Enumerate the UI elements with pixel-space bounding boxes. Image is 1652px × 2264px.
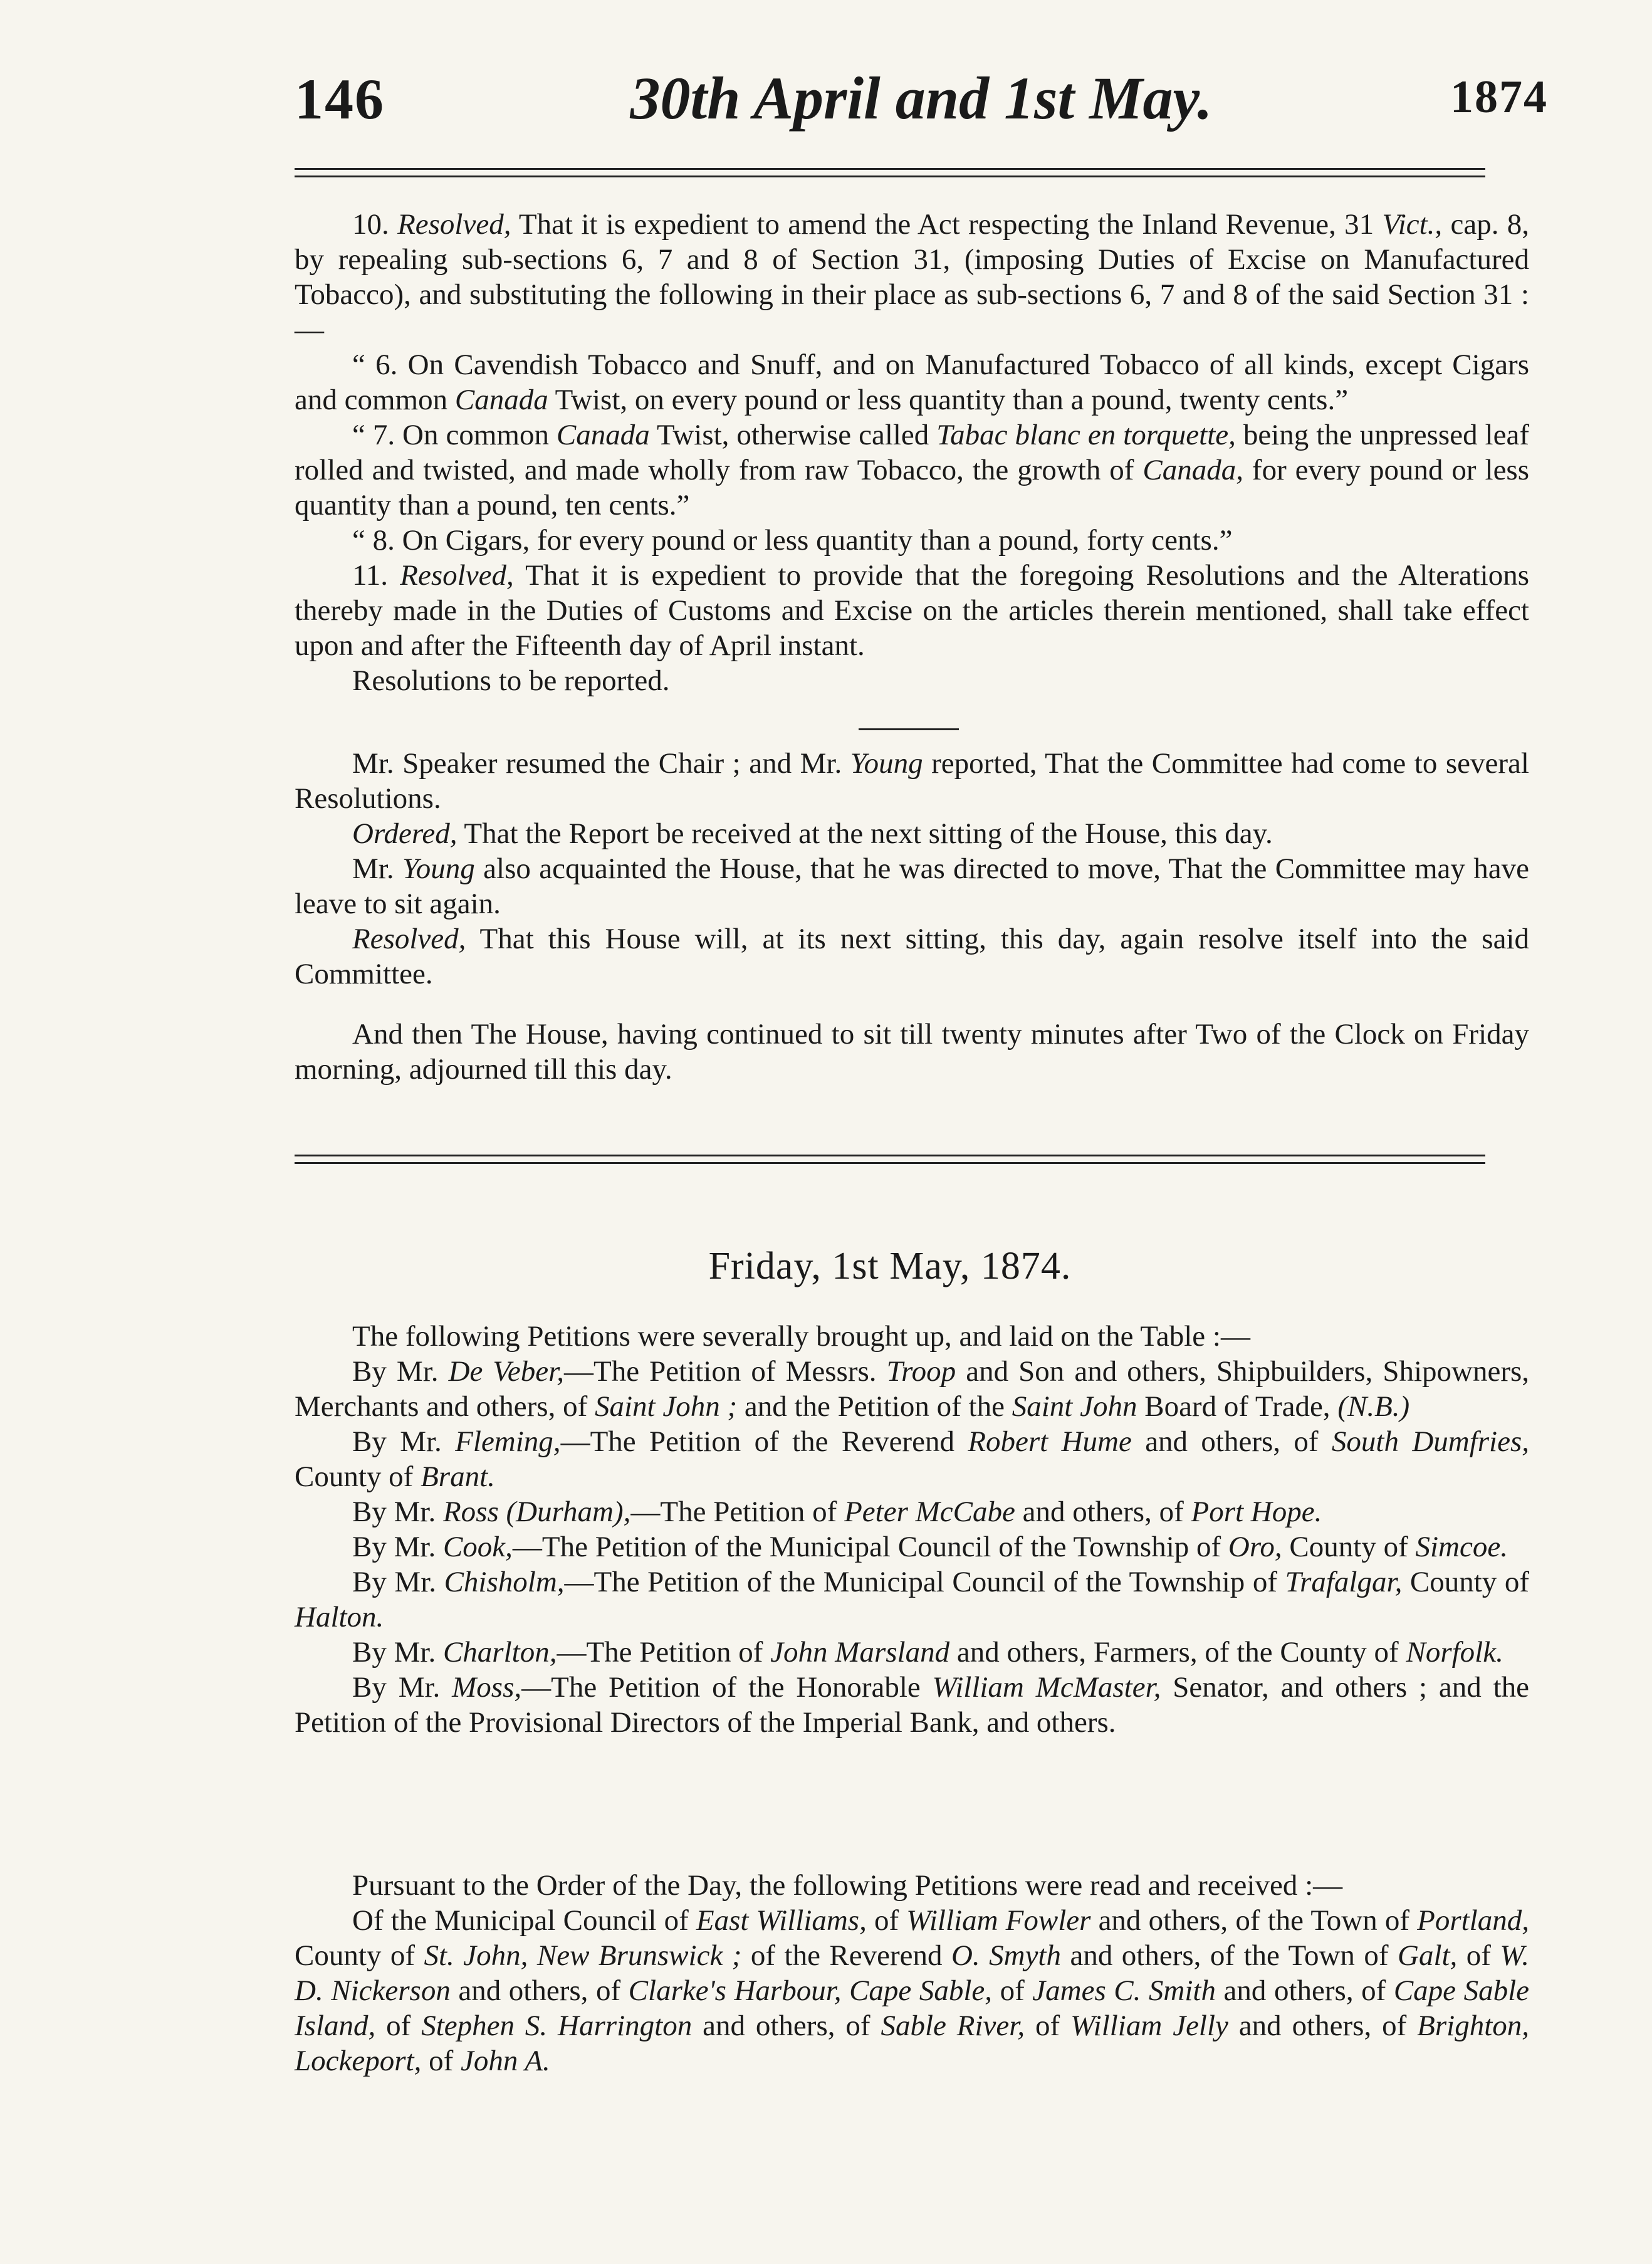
resolutions-section <box>295 207 1529 698</box>
petition-chisholm: By Mr. Chisholm,—The Petition of the Municipal Council of the Township of Trafalgar, County of Halton. <box>295 1566 1529 1633</box>
day-rule-bottom <box>295 1162 1485 1164</box>
petition-cook: By Mr. Cook,—The Petition of the Municipal Council of the Township of Oro, County of Simcoe. <box>352 1531 1508 1563</box>
page-number: 146 <box>295 67 385 131</box>
speaker-resumed: Mr. Speaker resumed the Chair ; and Mr. Young reported, That the Committee had come to several Resolutions. <box>295 747 1529 815</box>
header-year: 1874 <box>1450 71 1548 123</box>
speaker-section <box>295 746 1529 992</box>
petition-ross: By Mr. Ross (Durham),—The Petition of Peter McCabe and others, of Port Hope. <box>352 1496 1322 1528</box>
day-rule-top <box>295 1155 1485 1156</box>
resolution-10: 10. Resolved, That it is expedient to amend the Act respecting the Inland Revenue, 31 Vict., cap. 8, by repealing sub-sections 6, 7 and 8 of Section 31, (imposing Duties of Excise on Manufactured Tobacco), and substituting the following in their place as sub-sections 6, 7 and 8 of the said Section 31 :— <box>295 208 1529 346</box>
day-heading: Friday, 1st May, 1874. <box>708 1245 1072 1287</box>
page-title: 30th April and 1st May. <box>630 65 1213 132</box>
header-rule-bottom <box>295 176 1485 177</box>
petition-charlton: By Mr. Charlton,—The Petition of John Marsland and others, Farmers, of the County of Norfolk. <box>352 1636 1503 1669</box>
petitions-section <box>295 1319 1529 1740</box>
report-ordered: Ordered, That the Report be received at the next sitting of the House, this day. <box>352 817 1273 850</box>
subsection-7: “ 7. On common Canada Twist, otherwise called Tabac blanc en torquette, being the unpressed leaf rolled and twisted, and made wholly from raw Tobacco, the growth of Canada, for every pound or less quantity than a pound, ten cents.” <box>295 419 1530 521</box>
received-section <box>295 1868 1529 2078</box>
resolution-11: 11. Resolved, That it is expedient to provide that the foregoing Resolutions and the Alterations thereby made in the Duties of Customs and Excise on the articles therein mentioned, shall take effect upon and after the Fifteenth day of April instant. <box>295 559 1529 662</box>
header-rule-top <box>295 168 1485 170</box>
section-divider <box>859 728 959 730</box>
subsection-6: “ 6. On Cavendish Tobacco and Snuff, and on Manufactured Tobacco of all kinds, except Cigars and common Canada Twist, on every pound or less quantity than a pound, twenty cents.” <box>295 349 1529 416</box>
subsection-8: “ 8. On Cigars, for every pound or less quantity than a pound, forty cents.” <box>352 524 1233 557</box>
received-list: Of the Municipal Council of East Williams, of William Fowler and others, of the Town of Portland, County of St. John, New Brunswick ; of the Reverend O. Smyth and others, of the Town of Galt, of W. D. Nickerson and others, of Clarke's Harbour, Cape Sable, of James C. Smith and others, of Cape Sable Island, of Stephen S. Harrington and others, of Sable River, of William Jelly and others, of Brighton, Lockeport, of John A. <box>295 1904 1530 2077</box>
received-intro: Pursuant to the Order of the Day, the following Petitions were read and received :— <box>352 1869 1343 1902</box>
page-header <box>295 66 1548 141</box>
resolutions-reported: Resolutions to be reported. <box>352 664 670 697</box>
petition-de-veber: By Mr. De Veber,—The Petition of Messrs. Troop and Son and others, Shipbuilders, Shipowners, Merchants and others, of Saint John ; and the Petition of the Saint John Board of Trade, (N.B.) <box>295 1355 1530 1423</box>
petition-moss: By Mr. Moss,—The Petition of the Honorable William McMaster, Senator, and others ; and the Petition of the Provisional Directors of the Imperial Bank, and others. <box>295 1671 1530 1739</box>
committee-resolved: Resolved, That this House will, at its next sitting, this day, again resolve itself into the said Committee. <box>295 923 1529 990</box>
leave-to-sit: Mr. Young also acquainted the House, that he was directed to move, That the Committee may have leave to sit again. <box>295 852 1529 920</box>
adjournment-section <box>295 1017 1529 1087</box>
adjournment-text: And then The House, having continued to sit till twenty minutes after Two of the Clock on Friday morning, adjourned till this day. <box>295 1018 1529 1086</box>
petition-fleming: By Mr. Fleming,—The Petition of the Reverend Robert Hume and others, of South Dumfries, County of Brant. <box>295 1425 1530 1493</box>
petitions-intro: The following Petitions were severally brought up, and laid on the Table :— <box>352 1320 1250 1353</box>
